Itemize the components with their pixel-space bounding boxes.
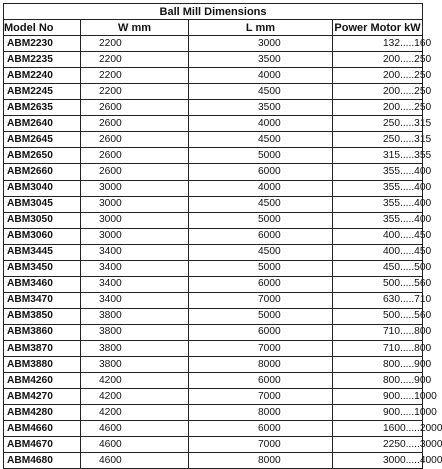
model-no-cell: ABM2645 bbox=[4, 132, 81, 148]
power-motor-cell: 500.....560 bbox=[333, 276, 423, 292]
w-mm-cell: 4200 bbox=[81, 373, 189, 389]
w-mm-cell: 2200 bbox=[81, 52, 189, 68]
model-no-cell: ABM4280 bbox=[4, 405, 81, 421]
model-no-cell: ABM4260 bbox=[4, 373, 81, 389]
w-mm-cell: 2600 bbox=[81, 100, 189, 116]
power-motor-cell: 200.....250 bbox=[333, 100, 423, 116]
l-mm-cell: 4500 bbox=[189, 84, 333, 100]
model-no-cell: ABM3450 bbox=[4, 260, 81, 276]
table-row bbox=[4, 148, 423, 164]
table-row bbox=[4, 68, 423, 84]
l-mm-cell: 5000 bbox=[189, 148, 333, 164]
power-motor-cell: 710.....800 bbox=[333, 324, 423, 340]
power-motor-cell: 355.....400 bbox=[333, 196, 423, 212]
model-no-cell: ABM3460 bbox=[4, 276, 81, 292]
w-mm-cell: 3800 bbox=[81, 357, 189, 373]
l-mm-cell: 6000 bbox=[189, 421, 333, 437]
w-mm-cell: 3800 bbox=[81, 324, 189, 340]
table-row bbox=[4, 405, 423, 421]
w-mm-cell: 3400 bbox=[81, 292, 189, 308]
w-mm-cell: 3000 bbox=[81, 180, 189, 196]
w-mm-cell: 4600 bbox=[81, 421, 189, 437]
power-motor-cell: 400.....450 bbox=[333, 228, 423, 244]
column-header-w-mm: W mm bbox=[81, 20, 189, 36]
l-mm-cell: 7000 bbox=[189, 437, 333, 453]
table-title: Ball Mill Dimensions bbox=[4, 4, 423, 20]
power-motor-cell: 900.....1000 bbox=[333, 405, 423, 421]
l-mm-cell: 6000 bbox=[189, 324, 333, 340]
l-mm-cell: 5000 bbox=[189, 308, 333, 324]
l-mm-cell: 3000 bbox=[189, 36, 333, 52]
model-no-cell: ABM3045 bbox=[4, 196, 81, 212]
table-row bbox=[4, 116, 423, 132]
model-no-cell: ABM3060 bbox=[4, 228, 81, 244]
power-motor-cell: 2250.....3000 bbox=[333, 437, 423, 453]
w-mm-cell: 4600 bbox=[81, 437, 189, 453]
model-no-cell: ABM2660 bbox=[4, 164, 81, 180]
model-no-cell: ABM2650 bbox=[4, 148, 81, 164]
l-mm-cell: 8000 bbox=[189, 453, 333, 469]
model-no-cell: ABM3445 bbox=[4, 244, 81, 260]
l-mm-cell: 3500 bbox=[189, 100, 333, 116]
w-mm-cell: 3400 bbox=[81, 260, 189, 276]
table-row bbox=[4, 324, 423, 340]
table-row bbox=[4, 244, 423, 260]
l-mm-cell: 8000 bbox=[189, 357, 333, 373]
model-no-cell: ABM4660 bbox=[4, 421, 81, 437]
power-motor-cell: 400.....450 bbox=[333, 244, 423, 260]
table-row bbox=[4, 212, 423, 228]
model-no-cell: ABM2640 bbox=[4, 116, 81, 132]
w-mm-cell: 3400 bbox=[81, 244, 189, 260]
power-motor-cell: 315.....355 bbox=[333, 148, 423, 164]
w-mm-cell: 2200 bbox=[81, 68, 189, 84]
table-row bbox=[4, 453, 423, 469]
l-mm-cell: 4500 bbox=[189, 196, 333, 212]
power-motor-cell: 355.....400 bbox=[333, 164, 423, 180]
table-row bbox=[4, 421, 423, 437]
l-mm-cell: 5000 bbox=[189, 260, 333, 276]
table-row bbox=[4, 228, 423, 244]
power-motor-cell: 1600.....2000 bbox=[333, 421, 423, 437]
table-body bbox=[4, 36, 442, 469]
power-motor-cell: 200.....250 bbox=[333, 52, 423, 68]
w-mm-cell: 3400 bbox=[81, 276, 189, 292]
ball-mill-dimensions-sheet bbox=[3, 3, 442, 469]
model-no-cell: ABM4670 bbox=[4, 437, 81, 453]
power-motor-cell: 800.....900 bbox=[333, 373, 423, 389]
power-motor-cell: 200.....250 bbox=[333, 84, 423, 100]
table-row bbox=[4, 389, 423, 405]
power-motor-cell: 250.....315 bbox=[333, 116, 423, 132]
w-mm-cell: 2600 bbox=[81, 116, 189, 132]
table-row bbox=[4, 132, 423, 148]
table-row bbox=[4, 164, 423, 180]
model-no-cell: ABM2240 bbox=[4, 68, 81, 84]
model-no-cell: ABM3850 bbox=[4, 308, 81, 324]
power-motor-cell: 800.....900 bbox=[333, 357, 423, 373]
l-mm-cell: 7000 bbox=[189, 292, 333, 308]
column-header-l-mm: L mm bbox=[189, 20, 333, 36]
model-no-cell: ABM2245 bbox=[4, 84, 81, 100]
table-row bbox=[4, 276, 423, 292]
l-mm-cell: 6000 bbox=[189, 228, 333, 244]
l-mm-cell: 6000 bbox=[189, 276, 333, 292]
l-mm-cell: 5000 bbox=[189, 212, 333, 228]
l-mm-cell: 4500 bbox=[189, 244, 333, 260]
power-motor-cell: 355.....400 bbox=[333, 180, 423, 196]
model-no-cell: ABM3050 bbox=[4, 212, 81, 228]
l-mm-cell: 7000 bbox=[189, 340, 333, 356]
header-row bbox=[4, 20, 423, 36]
w-mm-cell: 2600 bbox=[81, 148, 189, 164]
power-motor-cell: 900.....1000 bbox=[333, 389, 423, 405]
ball-mill-dimensions-table bbox=[3, 3, 442, 469]
w-mm-cell: 3800 bbox=[81, 308, 189, 324]
model-no-cell: ABM3870 bbox=[4, 340, 81, 356]
table-row bbox=[4, 180, 423, 196]
table-row bbox=[4, 260, 423, 276]
l-mm-cell: 6000 bbox=[189, 373, 333, 389]
table-row bbox=[4, 292, 423, 308]
power-motor-cell: 3000.....4000 bbox=[333, 453, 423, 469]
l-mm-cell: 4500 bbox=[189, 132, 333, 148]
table-row bbox=[4, 357, 423, 373]
w-mm-cell: 2200 bbox=[81, 36, 189, 52]
model-no-cell: ABM3470 bbox=[4, 292, 81, 308]
l-mm-cell: 6000 bbox=[189, 164, 333, 180]
l-mm-cell: 3500 bbox=[189, 52, 333, 68]
column-header-model-no: Model No bbox=[4, 20, 81, 36]
model-no-cell: ABM3040 bbox=[4, 180, 81, 196]
w-mm-cell: 4200 bbox=[81, 405, 189, 421]
model-no-cell: ABM2230 bbox=[4, 36, 81, 52]
model-no-cell: ABM4680 bbox=[4, 453, 81, 469]
table-row bbox=[4, 100, 423, 116]
table-row bbox=[4, 308, 423, 324]
model-no-cell: ABM2235 bbox=[4, 52, 81, 68]
l-mm-cell: 4000 bbox=[189, 180, 333, 196]
power-motor-cell: 250.....315 bbox=[333, 132, 423, 148]
table-row bbox=[4, 437, 423, 453]
l-mm-cell: 4000 bbox=[189, 116, 333, 132]
w-mm-cell: 3000 bbox=[81, 228, 189, 244]
l-mm-cell: 8000 bbox=[189, 405, 333, 421]
table-row bbox=[4, 373, 423, 389]
power-motor-cell: 500.....560 bbox=[333, 308, 423, 324]
w-mm-cell: 2600 bbox=[81, 164, 189, 180]
l-mm-cell: 7000 bbox=[189, 389, 333, 405]
w-mm-cell: 2600 bbox=[81, 132, 189, 148]
model-no-cell: ABM3860 bbox=[4, 324, 81, 340]
model-no-cell: ABM4270 bbox=[4, 389, 81, 405]
w-mm-cell: 4600 bbox=[81, 453, 189, 469]
power-motor-cell: 132.....160 bbox=[333, 36, 423, 52]
table-row bbox=[4, 36, 423, 52]
power-motor-cell: 450.....500 bbox=[333, 260, 423, 276]
model-no-cell: ABM2635 bbox=[4, 100, 81, 116]
power-motor-cell: 200.....250 bbox=[333, 68, 423, 84]
table-row bbox=[4, 52, 423, 68]
table-row bbox=[4, 196, 423, 212]
w-mm-cell: 3800 bbox=[81, 340, 189, 356]
power-motor-cell: 630.....710 bbox=[333, 292, 423, 308]
w-mm-cell: 2200 bbox=[81, 84, 189, 100]
w-mm-cell: 3000 bbox=[81, 212, 189, 228]
column-header-power-motor: Power Motor kW bbox=[333, 20, 423, 36]
l-mm-cell: 4000 bbox=[189, 68, 333, 84]
power-motor-cell: 355.....400 bbox=[333, 212, 423, 228]
table-row bbox=[4, 84, 423, 100]
power-motor-cell: 710.....800 bbox=[333, 340, 423, 356]
w-mm-cell: 4200 bbox=[81, 389, 189, 405]
model-no-cell: ABM3880 bbox=[4, 357, 81, 373]
table-row bbox=[4, 340, 423, 356]
w-mm-cell: 3000 bbox=[81, 196, 189, 212]
